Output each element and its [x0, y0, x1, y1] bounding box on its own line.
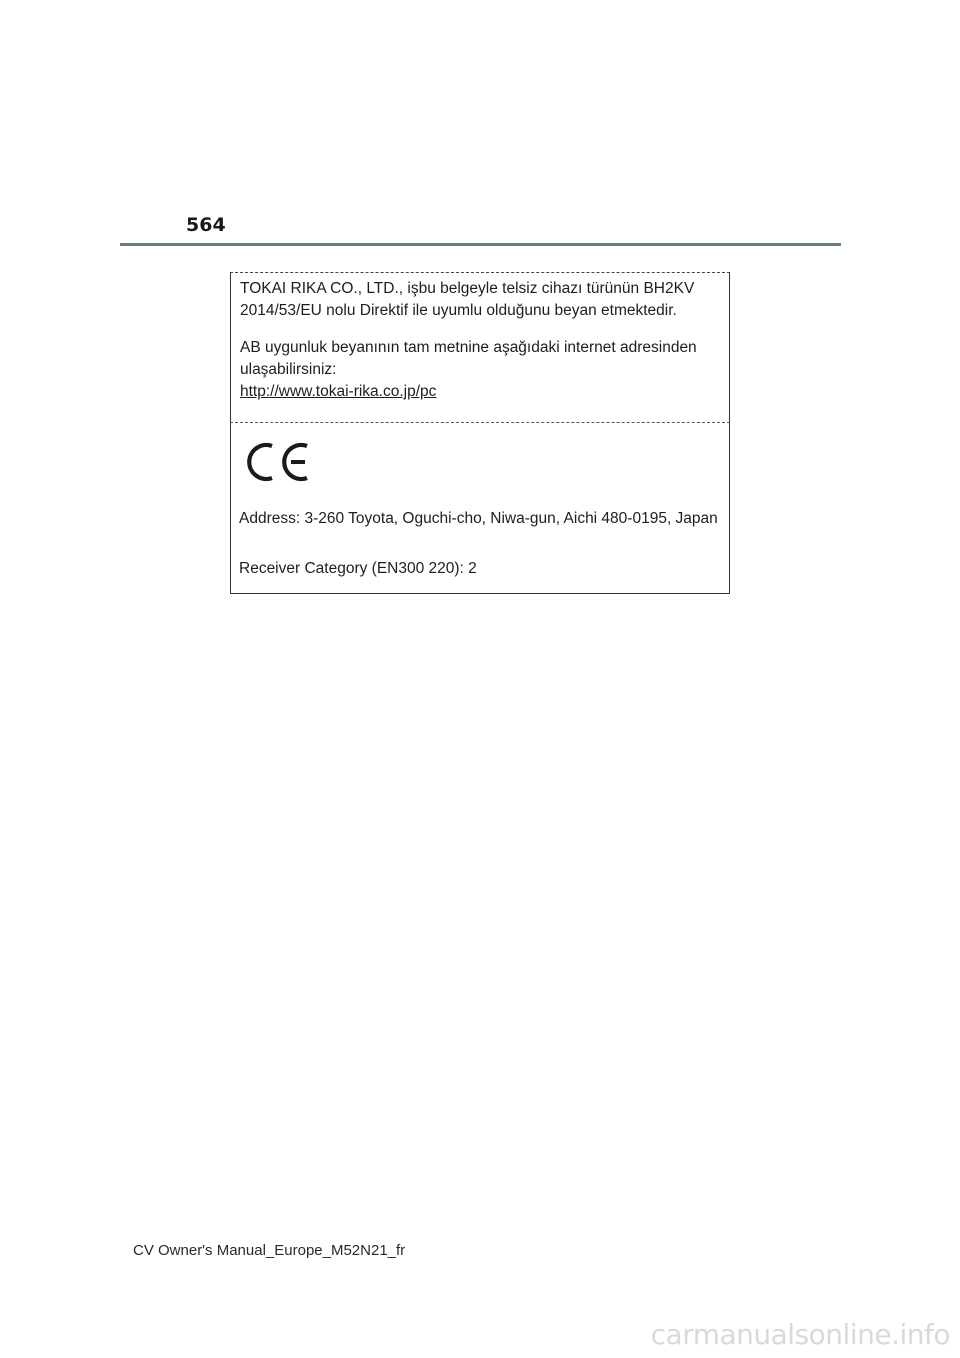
declaration-text: [240, 278, 720, 403]
box-left-border: [230, 272, 231, 594]
box-bottom-border: [230, 593, 730, 594]
box-top-border: [230, 272, 730, 273]
box-right-border: [729, 272, 730, 594]
declaration-box: [230, 272, 730, 594]
declaration-line-3: AB uygunluk beyanının tam metnine aşağıdaki internet adresinden: [240, 339, 697, 356]
ce-mark-icon: [245, 440, 311, 484]
header-divider: [120, 243, 841, 246]
site-watermark: carmanualsonline.info: [650, 1318, 950, 1351]
manufacturer-address: Address: 3-260 Toyota, Oguchi-cho, Niwa-gun, Aichi 480-0195, Japan: [239, 510, 718, 527]
manual-footer: CV Owner's Manual_Europe_M52N21_fr: [133, 1242, 406, 1259]
declaration-line-1: TOKAI RIKA CO., LTD., işbu belgeyle telsiz cihazı türünün BH2KV: [240, 280, 695, 297]
receiver-category: Receiver Category (EN300 220): 2: [239, 560, 477, 577]
declaration-line-2: 2014/53/EU nolu Direktif ile uyumlu olduğunu beyan etmektedir.: [240, 302, 677, 319]
box-section-divider: [230, 422, 730, 423]
declaration-line-4: ulaşabilirsiniz:: [240, 361, 337, 378]
page-number: 564: [186, 214, 226, 236]
declaration-url-link[interactable]: http://www.tokai-rika.co.jp/pc: [240, 383, 437, 400]
